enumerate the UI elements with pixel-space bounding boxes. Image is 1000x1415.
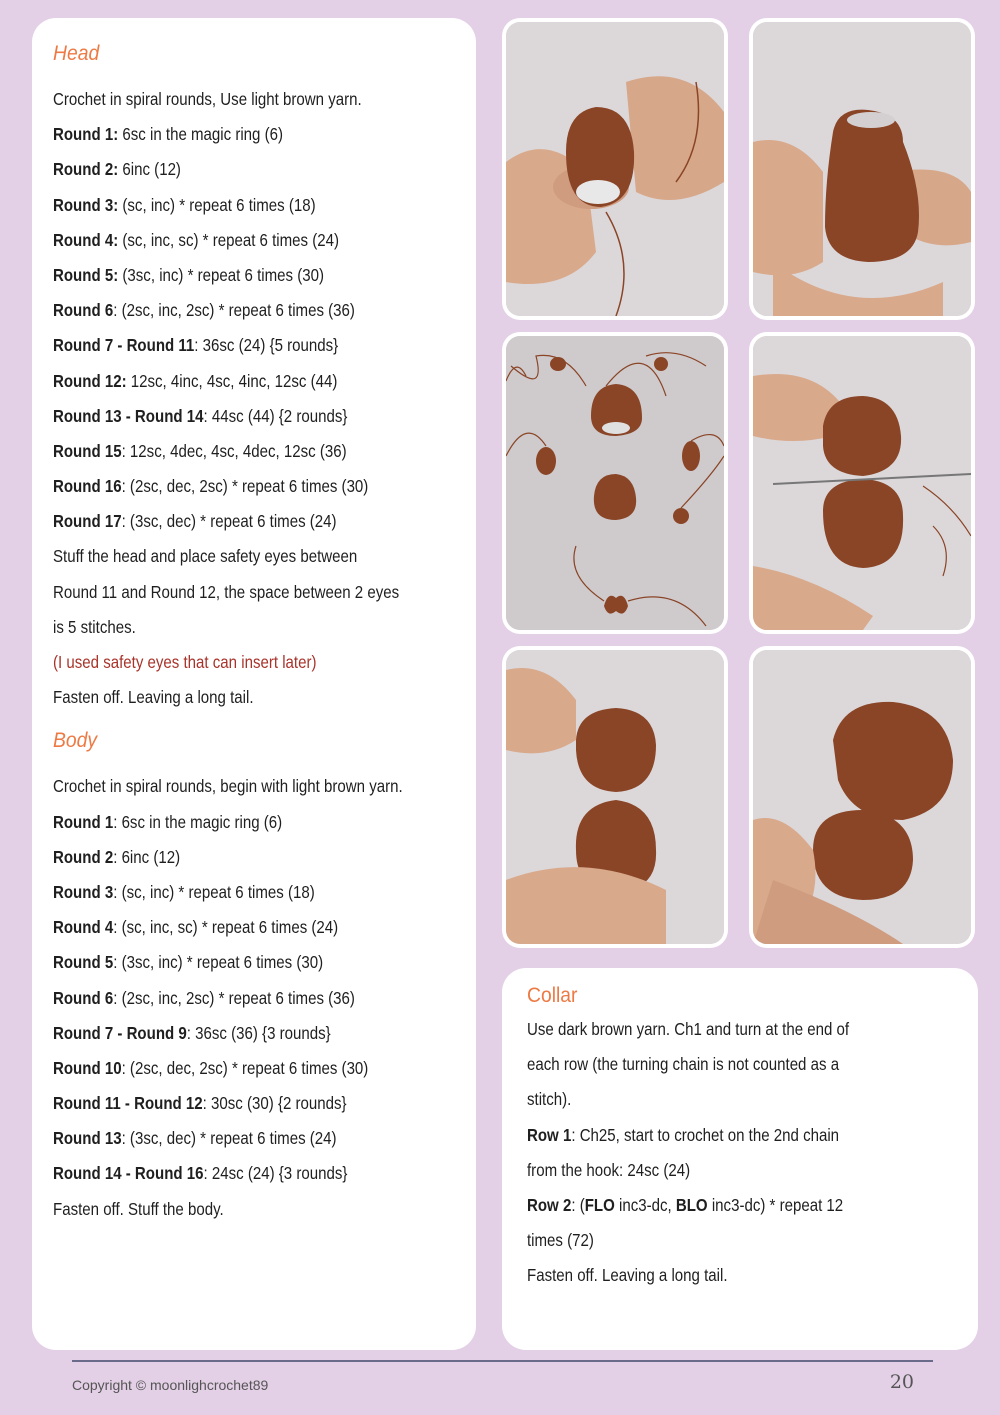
instruction-line: [53, 399, 417, 434]
photo-head-closing: [502, 18, 728, 320]
instruction-line: [53, 840, 417, 875]
collar-section-title: Collar: [527, 984, 578, 1007]
round-text: : 6inc (12): [113, 846, 181, 867]
collar-card: [502, 968, 978, 1350]
round-text: : 36sc (36) {3 rounds}: [186, 1022, 331, 1043]
instruction-line: [53, 575, 417, 610]
round-label: Round 11 - Round 12: [53, 1093, 203, 1114]
round-label: Round 1:: [53, 124, 119, 145]
instruction-line: [53, 1086, 417, 1121]
round-text: : (3sc, dec) * repeat 6 times (24): [121, 511, 337, 532]
round-label: Round 12:: [53, 370, 127, 391]
round-label: Round 16: [53, 476, 122, 497]
round-label: Round 14 - Round 16: [53, 1163, 204, 1184]
head-section-title: Head: [53, 42, 100, 65]
round-label: Round 5: [53, 952, 114, 973]
round-text: : 36sc (24) {5 rounds}: [194, 335, 339, 356]
round-text: (sc, inc, sc) * repeat 6 times (24): [118, 229, 340, 250]
round-text: : 12sc, 4dec, 4sc, 4dec, 12sc (36): [121, 440, 347, 461]
head-note: (I used safety eyes that can insert later): [53, 652, 317, 672]
round-label: Round 6: [53, 300, 114, 321]
round-text: : 30sc (30) {2 rounds}: [202, 1093, 347, 1114]
row-text: : Ch25, start to crochet on the 2nd chain: [571, 1124, 840, 1145]
instruction-line: [53, 1121, 417, 1156]
round-label: Round 7 - Round 9: [53, 1022, 187, 1043]
row-text: : (: [571, 1194, 585, 1215]
collar-row-2: [527, 1188, 915, 1223]
instruction-line: [53, 1016, 417, 1051]
instruction-line: [53, 1156, 417, 1191]
round-label: Round 2: [53, 846, 114, 867]
round-text: (3sc, inc) * repeat 6 times (30): [118, 264, 324, 285]
collar-closing: Fasten off. Leaving a long tail.: [527, 1265, 728, 1286]
collar-line-1: Use dark brown yarn. Ch1 and turn at the end of: [527, 1019, 850, 1039]
flo-term: FLO: [584, 1194, 615, 1215]
row-label: Row 1: [527, 1124, 572, 1145]
instruction-line: [53, 539, 417, 574]
round-label: Round 10: [53, 1057, 122, 1078]
round-text: : 24sc (24) {3 rounds}: [203, 1163, 348, 1184]
round-text: : (3sc, inc) * repeat 6 times (30): [113, 952, 324, 973]
instruction-line: [53, 1192, 417, 1227]
collar-row-1: [527, 1118, 915, 1153]
round-text: 6inc (12): [118, 159, 181, 180]
round-text: : (2sc, dec, 2sc) * repeat 6 times (30): [121, 476, 369, 497]
photo-head-body-sewing: [749, 332, 975, 634]
row-text: inc3-dc,: [614, 1194, 676, 1215]
round-text: Stuff the head and place safety eyes between: [53, 546, 358, 567]
instruction-line: [53, 434, 417, 469]
photo-head-stuffed: [749, 18, 975, 320]
blo-term: BLO: [675, 1194, 708, 1215]
instruction-line: [53, 805, 417, 840]
head-closing: Fasten off. Leaving a long tail.: [53, 687, 254, 708]
instruction-line: [53, 364, 417, 399]
instruction-line: [53, 981, 417, 1016]
round-text: : (sc, inc) * repeat 6 times (18): [113, 881, 315, 902]
round-text: : (2sc, inc, 2sc) * repeat 6 times (36): [113, 300, 355, 321]
body-section-title: Body: [53, 729, 98, 753]
page-number: 20: [889, 1371, 914, 1393]
instruction-line: [53, 469, 417, 504]
round-text: : 44sc (44) {2 rounds}: [203, 405, 348, 426]
photo-assembled-front: [502, 646, 728, 948]
round-label: Round 3: [53, 881, 114, 902]
copyright-text: Copyright © moonlighcrochet89: [72, 1377, 269, 1393]
round-text: 6sc in the magic ring (6): [118, 124, 283, 145]
round-text: is 5 stitches.: [53, 616, 136, 637]
round-label: Round 2:: [53, 159, 119, 180]
round-text: : (sc, inc, sc) * repeat 6 times (24): [113, 917, 339, 938]
instruction-line: [53, 769, 417, 804]
round-text: 12sc, 4inc, 4sc, 4inc, 12sc (44): [126, 370, 338, 391]
round-text: Crochet in spiral rounds, Use light brown yarn.: [53, 89, 362, 109]
round-label: Round 4: [53, 917, 114, 938]
instruction-line: [53, 152, 417, 187]
round-label: Round 4:: [53, 229, 119, 250]
round-text: : (3sc, dec) * repeat 6 times (24): [121, 1128, 337, 1149]
row-label: Row 2: [527, 1194, 572, 1215]
instructions-card: [32, 18, 476, 1350]
instruction-line: [53, 910, 417, 945]
round-label: Round 7 - Round 11: [53, 335, 195, 356]
photo-parts-laid-out: [502, 332, 728, 634]
collar-line-2: each row (the turning chain is not counted as a: [527, 1054, 840, 1075]
round-text: : 6sc in the magic ring (6): [113, 811, 283, 832]
round-text: Fasten off. Stuff the body.: [53, 1198, 224, 1219]
instruction-line: [53, 223, 417, 258]
round-label: Round 13 - Round 14: [53, 405, 204, 426]
round-label: Round 17: [53, 511, 122, 532]
round-label: Round 1: [53, 811, 114, 832]
body-instructions: [53, 769, 476, 1226]
collar-row-2-cont: times (72): [527, 1230, 594, 1251]
round-label: Round 15: [53, 440, 122, 461]
instruction-line: [53, 504, 417, 539]
photo-assembled-side: [749, 646, 975, 948]
round-text: Round 11 and Round 12, the space between 2 eyes: [53, 581, 400, 602]
collar-line-3: stitch).: [527, 1089, 572, 1110]
instruction-line: [53, 875, 417, 910]
footer-divider: [72, 1360, 933, 1362]
round-text: : (2sc, inc, 2sc) * repeat 6 times (36): [113, 987, 355, 1008]
instruction-line: [53, 610, 417, 645]
round-text: Crochet in spiral rounds, begin with light brown yarn.: [53, 776, 403, 797]
instruction-line: [53, 82, 417, 117]
instruction-line: [53, 1051, 417, 1086]
round-label: Round 5:: [53, 264, 119, 285]
round-text: (sc, inc) * repeat 6 times (18): [118, 194, 316, 215]
round-label: Round 13: [53, 1128, 122, 1149]
instruction-line: [53, 258, 417, 293]
instruction-line: [53, 117, 417, 152]
row-text: inc3-dc) * repeat 12: [707, 1194, 844, 1215]
round-label: Round 6: [53, 987, 114, 1008]
instruction-line: [53, 328, 417, 363]
head-instructions: [53, 82, 476, 645]
instruction-line: [53, 293, 417, 328]
instruction-line: [53, 188, 417, 223]
instruction-line: [53, 945, 417, 980]
round-label: Round 3:: [53, 194, 119, 215]
round-text: : (2sc, dec, 2sc) * repeat 6 times (30): [121, 1057, 369, 1078]
collar-row-1-cont: from the hook: 24sc (24): [527, 1159, 691, 1180]
